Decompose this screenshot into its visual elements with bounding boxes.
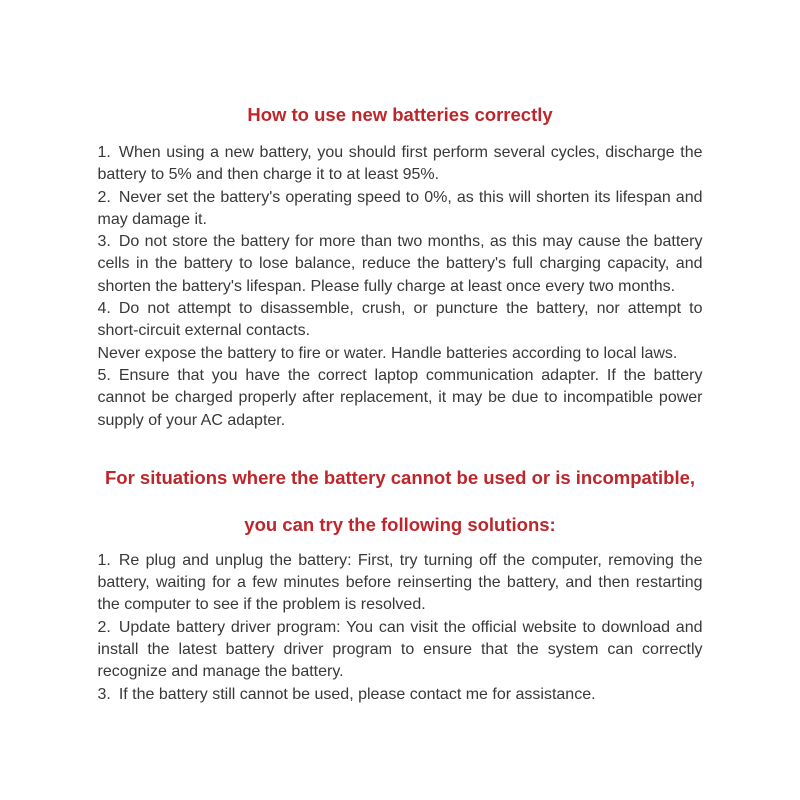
item-text: Do not store the battery for more than two months, as this may cause the battery cells in the battery to lose balance, reduce the battery's full charging capacity, and shorten the battery's lifespan. Please fully charge at least once every two months. <box>97 233 703 295</box>
item-number: 3. <box>97 233 111 251</box>
solution-item-2 <box>98 617 703 684</box>
instruction-item-3 <box>98 231 703 298</box>
solution-item-1 <box>98 550 703 617</box>
item-text: If the battery still cannot be used, please contact me for assistance. <box>118 685 596 703</box>
item-number: 1. <box>97 551 111 569</box>
instruction-item-2 <box>98 187 703 232</box>
item-text: Update battery driver program: You can visit the official website to download and install the latest battery driver program to ensure that the system can correctly recognize and manage the battery. <box>97 618 703 681</box>
item-text: Never expose the battery to fire or water. Handle batteries according to local laws. <box>97 344 678 362</box>
item-number: 1. <box>97 144 111 161</box>
item-text: Never set the battery's operating speed to 0%, as this will shorten its lifespan and may damage it. <box>97 188 703 228</box>
item-number: 3. <box>97 685 111 703</box>
instruction-item-1 <box>98 142 703 187</box>
solution-item-3 <box>98 684 703 706</box>
item-number: 2. <box>97 618 111 636</box>
section1-title: How to use new batteries correctly <box>247 104 553 125</box>
section1-body <box>98 142 703 432</box>
section2-title-line1: For situations where the battery cannot be used or is incompatible, <box>104 466 696 488</box>
item-text: Re plug and unplug the battery: First, try turning off the computer, removing the battery, waiting for a few minutes before reinserting the battery, and then restarting the computer to see if the problem is resolved. <box>97 551 703 614</box>
instruction-item-4-note <box>98 343 703 365</box>
item-number: 2. <box>97 188 111 206</box>
instruction-item-4 <box>98 298 703 343</box>
document-page <box>98 0 703 706</box>
item-text: Do not attempt to disassemble, crush, or puncture the battery, nor attempt to short-circuit external contacts. <box>97 300 703 340</box>
item-number: 5. <box>97 366 111 384</box>
item-text: Ensure that you have the correct laptop communication adapter. If the battery cannot be charged properly after replacement, it may be due to incompatible power supply of your AC adapter. <box>97 366 703 429</box>
item-text: When using a new battery, you should first perform several cycles, discharge the battery to 5% and then charge it to at least 95%. <box>97 144 703 184</box>
item-number: 4. <box>97 300 111 318</box>
section2-body <box>98 550 703 706</box>
instruction-item-5 <box>98 365 703 432</box>
section2-title-line2: you can try the following solutions: <box>244 513 556 535</box>
